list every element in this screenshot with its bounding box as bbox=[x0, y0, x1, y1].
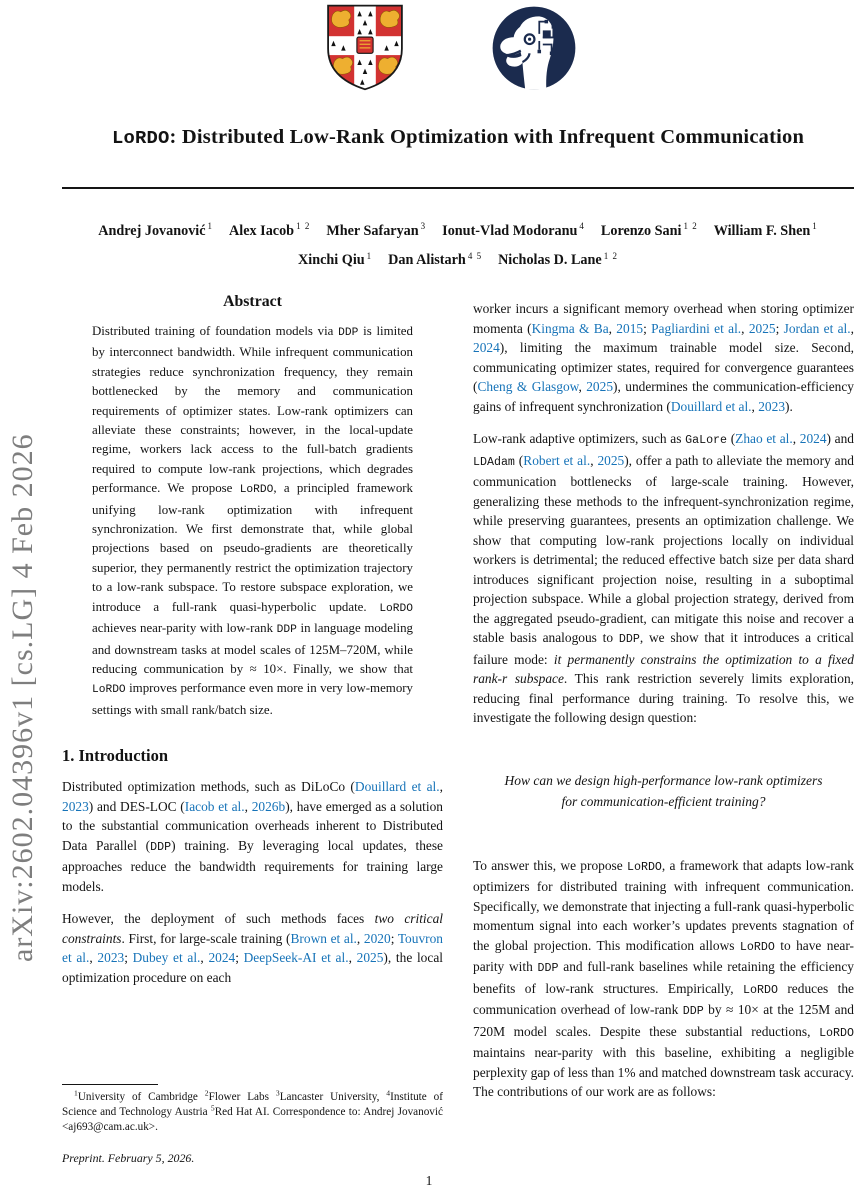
inline-code: LoRDO bbox=[239, 484, 274, 497]
right-paragraph-1 bbox=[473, 299, 854, 416]
emphasis-text: it permanently constrains the optimization to a fixed rank-r subspace bbox=[473, 651, 855, 686]
text-run: ; bbox=[124, 950, 133, 966]
citation-link[interactable]: 2025 bbox=[748, 320, 776, 336]
text-run: , we show that it introduces a critical failure mode: bbox=[473, 630, 854, 667]
title-rule bbox=[62, 187, 854, 189]
author-line-1 bbox=[62, 214, 854, 244]
emphasis-text: two critical constraints bbox=[62, 911, 443, 946]
text-run: Distributed optimization methods, such as DiLoCo ( bbox=[62, 779, 355, 795]
inline-code: DDP bbox=[276, 624, 297, 637]
author-name: William F. Shen bbox=[713, 222, 811, 239]
author-affiliation-sup: 4 bbox=[579, 221, 585, 231]
text-run: ), undermines the communication-efficiency gains of infrequent synchronization ( bbox=[473, 379, 854, 414]
section-heading-introduction: 1. Introduction bbox=[62, 746, 169, 766]
author bbox=[298, 252, 372, 268]
text-run: , bbox=[356, 930, 364, 946]
intro-paragraph-1 bbox=[62, 777, 443, 896]
author-line-2 bbox=[62, 244, 854, 274]
author-name: Dan Alistarh bbox=[388, 252, 466, 269]
author-name: Nicholas D. Lane bbox=[498, 252, 602, 269]
text-run: , bbox=[200, 950, 209, 966]
inline-code: DDP bbox=[537, 962, 559, 975]
text-run: , a principled framework unifying low-rank optimization with infrequent synchronization. We first demonstrate that, while global projections based on pseudo-gradients are theoretically superior, they permanently restrict the optimization trajectory to a low-rank subspace. To restore subspace exploration, we introduce a full-rank quasi-hyperbolic update. bbox=[92, 481, 414, 614]
text-run: and full-rank baselines while retaining the efficiency benefits of low-rank structures. Empirically, bbox=[473, 959, 854, 996]
footnote-block bbox=[62, 1084, 443, 1166]
citation-link[interactable]: Robert et al. bbox=[523, 452, 591, 468]
text-run: reduces the communication overhead of low-rank bbox=[473, 980, 854, 1017]
text-run: Red Hat AI. Correspondence to: Andrej Jovanović <aj693@cam.ac.uk>. bbox=[62, 1106, 443, 1133]
text-run: in language modeling and downstream tasks at model scales of 125M–720M, while reducing communication by ≈ 10×. Finally, we show that bbox=[92, 621, 414, 676]
author-affiliation-sup: 1 bbox=[207, 221, 214, 231]
page-number: 1 bbox=[425, 1173, 433, 1188]
text-run: , bbox=[751, 398, 759, 414]
text-run: Low-rank adaptive optimizers, such as bbox=[473, 431, 686, 446]
citation-link[interactable]: Dubey et al. bbox=[132, 950, 201, 966]
citation-link[interactable]: Zhao et al. bbox=[735, 431, 793, 446]
author bbox=[714, 223, 818, 239]
author bbox=[388, 252, 482, 268]
citation-link[interactable]: Cheng & Glasgow bbox=[477, 379, 579, 394]
citation-link[interactable]: 2025 bbox=[586, 379, 614, 394]
text-run: , bbox=[590, 452, 598, 468]
footnote-marker: 5 bbox=[210, 1103, 215, 1113]
text-run: ) training. By leveraging local updates, these approaches reduce the bandwidth requirements for training large models. bbox=[62, 837, 443, 894]
author-name: Ionut-Vlad Modoranu bbox=[442, 222, 578, 239]
author-affiliation-sup: 1 bbox=[812, 221, 818, 231]
author-affiliation-sup: 4 5 bbox=[467, 250, 483, 261]
author-name: Andrej Jovanović bbox=[98, 222, 206, 239]
design-question: How can we design high-performance low-rank optimizers for communication-efficient training? bbox=[504, 772, 823, 809]
citation-link[interactable]: 2023 bbox=[758, 398, 786, 414]
university-of-cambridge-crest-logo bbox=[319, 2, 411, 92]
citation-link[interactable]: 2024 bbox=[208, 950, 236, 966]
author-name: Xinchi Qiu bbox=[298, 252, 365, 269]
text-run: ), limiting the maximum trainable model size. Second, communicating optimizer states, required for convergence guarantees ( bbox=[473, 340, 854, 394]
footnote-marker: 4 bbox=[386, 1088, 391, 1098]
inline-code: DDP bbox=[150, 840, 172, 854]
citation-link[interactable]: 2023 bbox=[97, 950, 125, 966]
inline-code: LDAdam bbox=[473, 455, 515, 469]
citation-link[interactable]: 2015 bbox=[616, 320, 644, 336]
text-run: . First, for large-scale training ( bbox=[121, 930, 291, 946]
citation-link[interactable]: Brown et al. bbox=[290, 930, 357, 946]
citation-link[interactable]: Touvron et al. bbox=[62, 930, 443, 966]
preprint-date-line: Preprint. February 5, 2026. bbox=[62, 1151, 195, 1165]
inline-code: DDP bbox=[682, 1005, 704, 1018]
author bbox=[601, 223, 698, 239]
left-column bbox=[62, 291, 443, 1166]
text-run: worker incurs a significant memory overhead when storing optimizer momenta ( bbox=[473, 301, 854, 336]
text-run: ) and DES-LOC ( bbox=[88, 798, 185, 814]
citation-link[interactable]: Pagliardini et al. bbox=[651, 320, 742, 336]
text-run: University of Cambridge bbox=[77, 1091, 205, 1103]
text-run: ; bbox=[643, 320, 652, 336]
author-name: Mher Safaryan bbox=[326, 222, 419, 239]
text-run: improves performance even more in very low-memory settings with small rank/batch size. bbox=[92, 681, 413, 717]
inline-code: LoRDO bbox=[379, 602, 413, 615]
inline-code: LoRDO bbox=[743, 983, 778, 997]
citation-link[interactable]: 2024 bbox=[473, 340, 500, 355]
footnote-rule bbox=[62, 1084, 158, 1085]
text-run: Lancaster University, bbox=[279, 1091, 387, 1103]
citation-link[interactable]: 2020 bbox=[363, 930, 391, 946]
citation-link[interactable]: 2023 bbox=[62, 798, 89, 814]
title-rest-part: : Distributed Low-Rank Optimization with Infrequent Communication bbox=[169, 126, 805, 148]
footnote-marker: 2 bbox=[204, 1088, 209, 1098]
text-run: by ≈ 10× at the 125M and 720M model scales. Despite these substantial reductions, bbox=[473, 1002, 854, 1039]
author-affiliation-sup: 3 bbox=[420, 221, 427, 231]
citation-link[interactable]: Iacob et al. bbox=[184, 798, 245, 814]
citation-link[interactable]: 2025 bbox=[356, 950, 384, 966]
two-column-body bbox=[62, 291, 854, 1166]
author bbox=[229, 223, 310, 239]
right-paragraph-2 bbox=[473, 429, 854, 728]
text-run: ; bbox=[235, 950, 244, 966]
arxiv-watermark-text: arXiv:2602.04396v1 [cs.LG] 4 Feb 2026 bbox=[6, 433, 39, 962]
text-run: ; bbox=[390, 930, 398, 946]
author-name: Lorenzo Sani bbox=[600, 222, 682, 239]
arxiv-watermark bbox=[4, 330, 42, 962]
author-affiliation-sup: 1 2 bbox=[296, 221, 311, 231]
citation-link[interactable]: Douillard et al. bbox=[670, 398, 752, 414]
footnote-marker: 3 bbox=[275, 1088, 280, 1098]
text-run: is limited by interconnect bandwidth. While infrequent communication strategies reduce synchronization frequency, they remain bottlenecked by the memory and communication requirements of optimizer states. Low-rank optimizers can alleviate these constraints; however, in the local-update regime, workers lack access to the full-batch gradients required to compute low-rank projections, which degrades performance. We propose bbox=[92, 324, 413, 496]
text-run: , bbox=[850, 320, 854, 336]
text-run: , bbox=[348, 950, 357, 966]
inline-code: DDP bbox=[618, 633, 640, 646]
citation-link[interactable]: DeepSeek-AI et al. bbox=[243, 950, 349, 966]
citation-link[interactable]: Kingma & Ba bbox=[531, 320, 609, 336]
abstract-paragraph bbox=[62, 322, 443, 720]
text-run: ( bbox=[727, 431, 736, 446]
citation-link[interactable]: 2026b bbox=[251, 798, 286, 814]
text-run: maintains near-parity with this baseline, exhibiting a negligible perplexity gap of less than 1% and matched downstream task accuracy. The contributions of our work are as follows: bbox=[473, 1045, 854, 1099]
text-run: , bbox=[741, 320, 749, 336]
text-run: Institute of Science and Technology Austria bbox=[62, 1091, 443, 1118]
author bbox=[442, 223, 585, 239]
footnote-marker: 1 bbox=[74, 1088, 78, 1098]
inline-code: LoRDO bbox=[819, 1026, 854, 1040]
citation-link[interactable]: 2024 bbox=[799, 431, 827, 446]
text-run: , bbox=[244, 798, 252, 814]
paper-title bbox=[62, 126, 854, 149]
flower-labs-dodo-logo bbox=[490, 3, 578, 93]
text-run: ), offer a path to alleviate the memory and communication bottlenecks of large-scale training. However, generalizing these methods to the infrequent-synchronization regime, while preserving guarantees, presents an optimization challenge. We show that computing low-rank projections locally on individual workers is detrimental; the reduced effective batch size per data shard introduces significant projection noise, resulting in a suboptimal projection subspace. While a global projection strategy, derived from the aggregated pseudo-gradient, can mitigate this noise and recover a stable basis analogous to bbox=[473, 452, 854, 645]
text-run: ). bbox=[785, 398, 793, 414]
text-run: ) and bbox=[826, 431, 854, 446]
text-run: , bbox=[792, 431, 800, 446]
text-run: Distributed training of foundation models via bbox=[92, 324, 339, 338]
citation-link[interactable]: 2025 bbox=[597, 452, 625, 468]
text-run: ; bbox=[775, 320, 784, 336]
text-run: ), have emerged as a solution to the substantial communication overheads inherent to Distributed Data Parallel ( bbox=[62, 798, 443, 853]
author-affiliation-sup: 1 2 bbox=[603, 250, 618, 261]
author-affiliation-sup: 1 bbox=[366, 250, 373, 261]
right-column bbox=[473, 291, 854, 1166]
text-run: , bbox=[578, 379, 587, 394]
text-run: , bbox=[439, 779, 443, 795]
text-run: . This rank restriction severely limits exploration, reducing final performance during training. To resolve this, we investigate the following design question: bbox=[473, 671, 855, 725]
inline-code: LoRDO bbox=[739, 940, 775, 954]
text-run: However, the deployment of such methods faces bbox=[62, 911, 375, 927]
author-affiliation-sup: 1 2 bbox=[683, 221, 698, 231]
inline-code: LoRDO bbox=[92, 684, 126, 697]
text-run: ), the local optimization procedure on each bbox=[62, 950, 443, 985]
author bbox=[498, 252, 618, 268]
citation-link[interactable]: Jordan et al. bbox=[783, 320, 851, 336]
inline-code: DDP bbox=[338, 327, 359, 339]
text-run: , bbox=[89, 950, 98, 966]
text-run: , bbox=[608, 320, 617, 336]
affiliations-footnote bbox=[62, 1090, 443, 1135]
text-run: , a framework that adapts low-rank optimizers for distributed training with infrequent communication. Specifically, we demonstrate that injecting a full-rank quasi-hyperbolic momentum signal into each worker’s updates prevents stagnation of the global projection. This modification allows bbox=[473, 857, 854, 953]
citation-link[interactable]: Douillard et al. bbox=[354, 779, 440, 795]
author-block bbox=[62, 214, 854, 273]
abstract-heading: Abstract bbox=[223, 293, 282, 310]
author bbox=[326, 223, 426, 239]
text-run: Flower Labs bbox=[208, 1091, 276, 1103]
right-paragraph-3 bbox=[473, 856, 854, 1102]
author-name: Alex Iacob bbox=[229, 222, 295, 239]
inline-code: LoRDO bbox=[626, 860, 662, 874]
intro-paragraph-2 bbox=[62, 909, 443, 987]
text-run: achieves near-parity with low-rank bbox=[92, 621, 277, 636]
author bbox=[98, 223, 213, 239]
title-tt-part: LoRDO bbox=[111, 127, 170, 149]
text-run: ( bbox=[514, 452, 524, 468]
inline-code: GaLore bbox=[685, 434, 728, 447]
text-run: To answer this, we propose bbox=[473, 857, 627, 873]
text-run: to have near-parity with bbox=[473, 937, 854, 974]
